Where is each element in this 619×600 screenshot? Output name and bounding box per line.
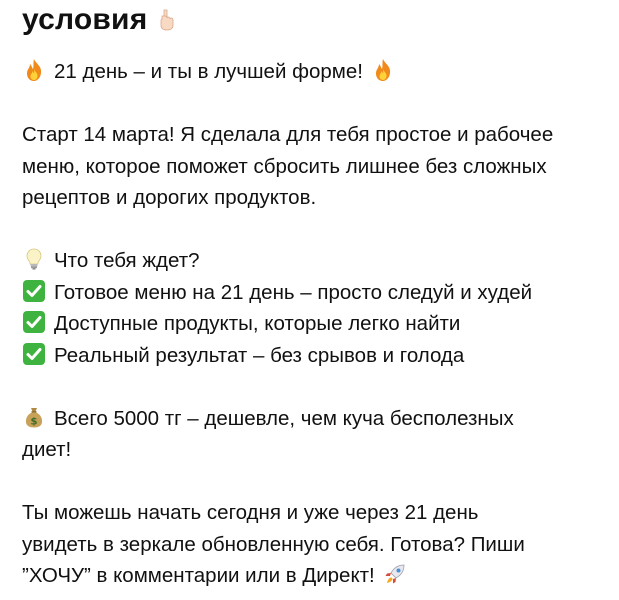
benefit-text: Реальный результат – без срывов и голода	[54, 343, 465, 367]
fire-icon	[371, 58, 395, 82]
benefit-item	[22, 340, 612, 372]
benefits-header-text: Что тебя ждет?	[54, 249, 200, 272]
intro-line: рецептов и дорогих продуктов.	[22, 186, 317, 209]
intro-line: Старт 14 марта! Я сделала для тебя простое и рабочее	[22, 123, 554, 146]
title-text: условия	[22, 3, 148, 36]
fire-icon	[22, 58, 46, 82]
benefit-text: Доступные продукты, которые легко найти	[54, 312, 461, 335]
check-mark-icon	[22, 279, 46, 303]
cta-text: ”ХОЧУ” в комментарии или в Директ!	[22, 564, 375, 587]
rocket-icon	[383, 562, 407, 586]
headline	[22, 56, 612, 88]
benefit-item	[22, 308, 612, 340]
svg-text:$: $	[30, 416, 38, 427]
headline-text: 21 день – и ты в лучшей форме!	[54, 60, 363, 83]
cta-paragraph	[22, 497, 612, 592]
price-text: Всего 5000 тг – дешевле, чем куча бесполезных	[54, 406, 514, 430]
cta-line-last	[22, 560, 612, 592]
intro-line: меню, которое поможет сбросить лишнее без сложных	[22, 154, 547, 178]
price-line-cont: диет!	[22, 438, 72, 461]
check-mark-icon	[22, 342, 46, 366]
lightbulb-icon	[22, 247, 46, 271]
post-content	[22, 0, 612, 592]
cta-line: увидеть в зеркале обновленную себя. Готова? Пиши	[22, 532, 525, 556]
benefits-list	[22, 245, 612, 371]
price-paragraph	[22, 403, 612, 466]
benefit-item	[22, 277, 612, 309]
money-bag-icon	[22, 405, 46, 429]
cta-line: Ты можешь начать сегодня и уже через 21 день	[22, 501, 479, 524]
post-title	[22, 0, 612, 40]
benefit-text: Готовое меню на 21 день – просто следуй и худей	[54, 280, 533, 304]
pointing-down-icon	[155, 8, 179, 32]
intro-paragraph	[22, 119, 612, 214]
check-mark-icon	[22, 310, 46, 334]
price-line	[22, 403, 612, 435]
benefits-header	[22, 245, 612, 277]
